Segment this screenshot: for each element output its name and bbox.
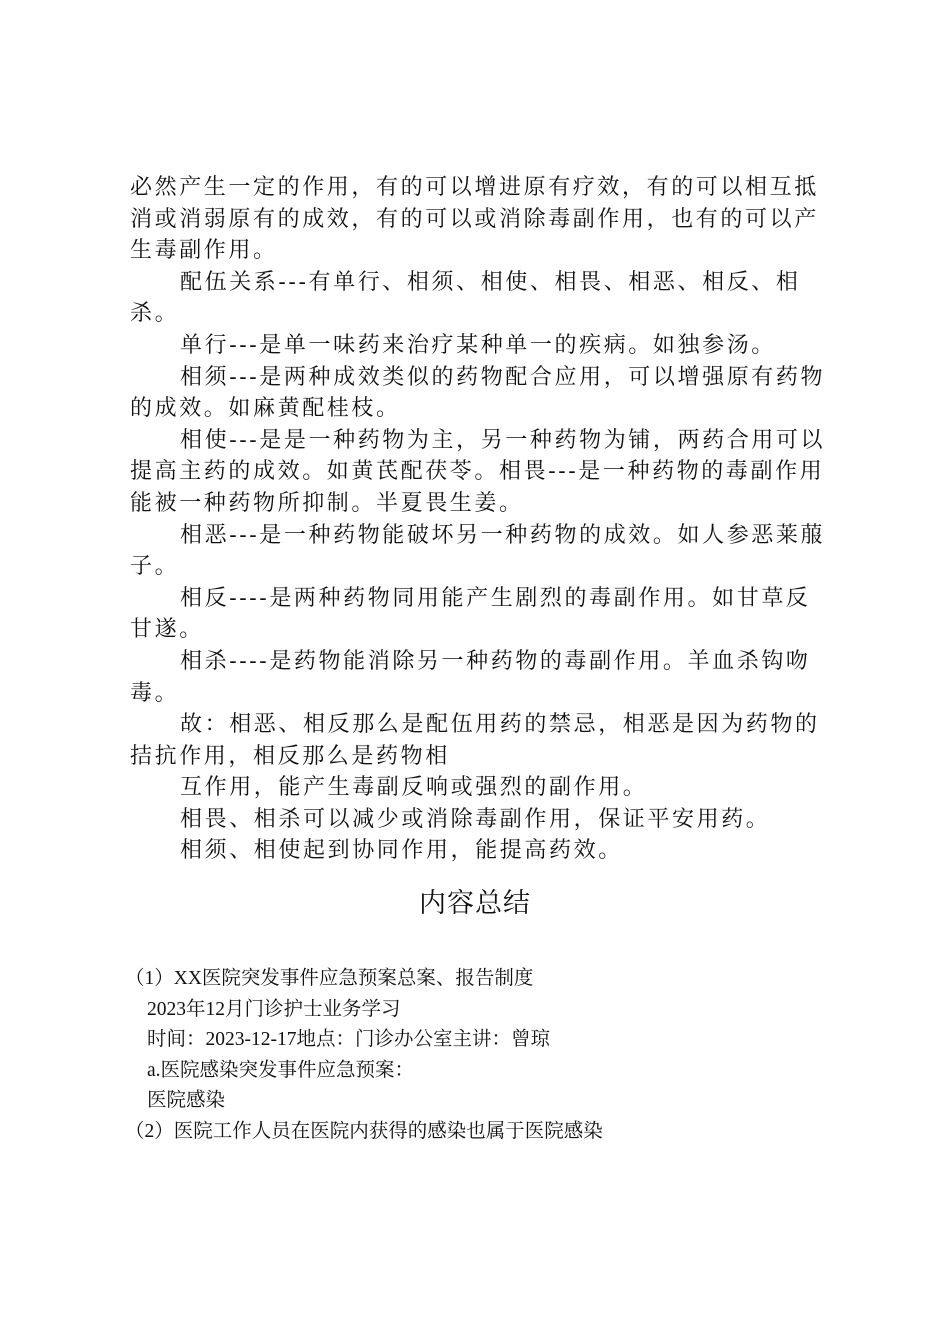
paragraph-synergy: 相须、相使起到协同作用，能提高药效。: [180, 838, 623, 864]
paragraph-xiangsha: 相杀----是药物能消除另一种药物的毒副作用。羊血杀钩吻毒。: [130, 648, 811, 706]
summary-line: （2）医院工作人员在医院内获得的感染也属于医院感染: [125, 1120, 603, 1142]
paragraph-danxing: 单行---是单一味药来治疗某种单一的疾病。如独参汤。: [180, 332, 776, 358]
paragraph-xiangshi: 相使---是是一种药物为主，另一种药物为铺，两药合用可以提高主药的成效。如黄芪配茯苓。相畏---是一种药物的毒副作用能被一种药物所抑制。半夏畏生姜。: [130, 427, 826, 516]
summary-line: 2023年12月门诊护士业务学习: [147, 998, 401, 1020]
summary-line: 时间：2023-12-17地点：门诊办公室主讲：曾琼: [147, 1029, 550, 1050]
summary-line: a.医院感染突发事件应急预案：: [147, 1059, 415, 1081]
paragraph-conclusion-cont: 互作用，能产生毒副反响或强烈的副作用。: [180, 775, 648, 801]
summary-line: 医院感染: [147, 1090, 226, 1111]
paragraph-conclusion: 故：相恶、相反那么是配伍用药的禁忌，相恶是因为药物的拮抗作用，相反那么是药物相: [130, 712, 820, 769]
paragraph-effects: 必然产生一定的作用，有的可以增进原有疗效，有的可以相互抵消或消弱原有的成效，有的可以或消除毒副作用，也有的可以产生毒副作用。: [130, 175, 819, 264]
paragraph-safety: 相畏、相杀可以减少或消除毒副作用，保证平安用药。: [180, 806, 771, 832]
paragraph-compatibility: 配伍关系---有单行、相须、相使、相畏、相恶、相反、相杀。: [130, 269, 801, 327]
summary-line: （1）XX医院突发事件应急预案总案、报告制度: [125, 968, 534, 989]
summary-list: [125, 964, 845, 1147]
summary-heading: 内容总结: [419, 888, 531, 919]
paragraph-xiangxu: 相须---是两种成效类似的药物配合应用，可以增强原有药物的成效。如麻黄配桂枝。: [130, 364, 826, 422]
body-text: [130, 172, 830, 867]
paragraph-xiangfan: 相反----是两种药物同用能产生剧烈的毒副作用。如甘草反甘遂。: [130, 585, 811, 643]
paragraph-xiangwu: 相恶---是一种药物能破坏另一种药物的成效。如人参恶莱菔子。: [130, 522, 826, 580]
